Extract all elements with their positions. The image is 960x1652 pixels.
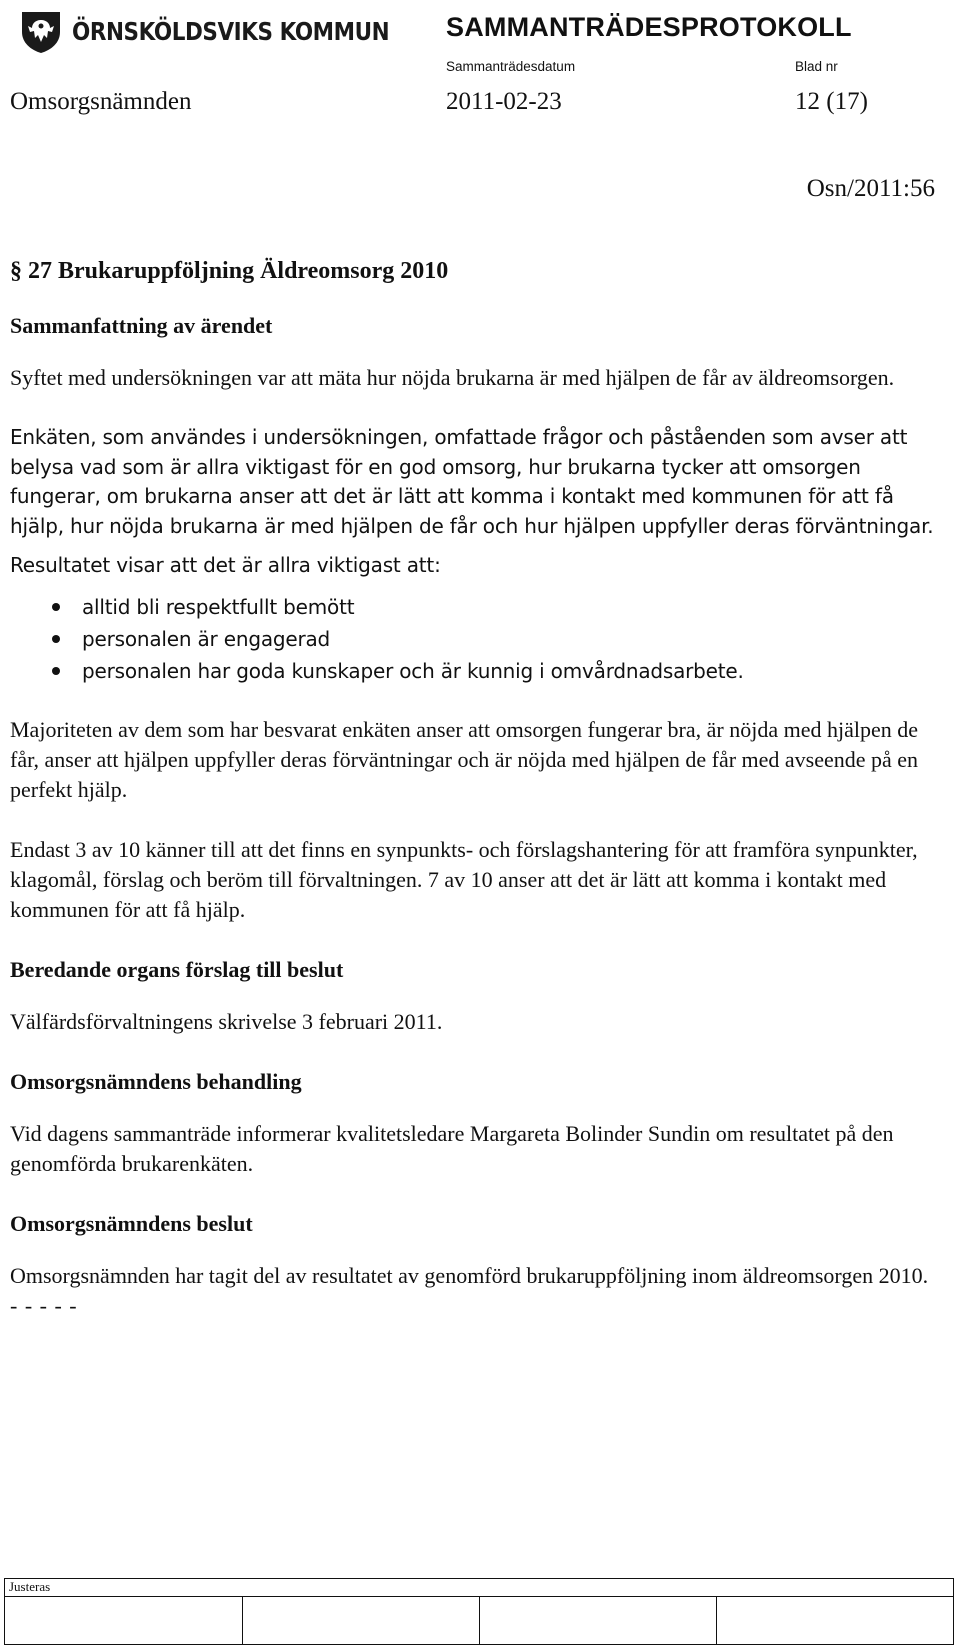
date-label: Sammanträdesdatum	[446, 59, 576, 74]
signature-cell-divider	[716, 1597, 717, 1644]
list-item-text: alltid bli respektfullt bemött	[82, 594, 355, 619]
summary-heading: Sammanfattning av ärendet	[10, 313, 273, 338]
section-title: § 27 Brukaruppföljning Äldreomsorg 2010	[10, 258, 449, 284]
municipality-logo	[18, 8, 441, 54]
justeras-box	[4, 1578, 954, 1645]
paragraph-results-intro: Resultatet visar att det är allra viktigast att:	[10, 553, 441, 577]
signature-row	[5, 1596, 953, 1644]
proposal-heading: Beredande organs förslag till beslut	[10, 956, 344, 982]
list-item	[10, 655, 935, 687]
list-item	[10, 591, 935, 623]
meeting-date: 2011-02-23	[446, 88, 562, 115]
paragraph-purpose: Syftet med undersökningen var att mäta hur nöjda brukarna är med hjälpen de får av äldreomsorgen.	[10, 365, 895, 390]
paragraph-feedback: Endast 3 av 10 känner till att det finns en synpunkts- och förslagshantering för att framföra synpunkter, klagomål, förslag och beröm till förvaltningen. 7 av 10 anser att det är lätt att komma i kontakt med kommunen för att få hjälp.	[10, 836, 918, 922]
sheet-label: Blad nr	[795, 59, 838, 74]
justeras-label: Justeras	[9, 1579, 51, 1594]
list-item-text: personalen har goda kunskaper och är kunnig i omvårdnadsarbete.	[82, 658, 744, 683]
paragraph-majority: Majoriteten av dem som har besvarat enkäten anser att omsorgen fungerar bra, är nöjda med hjälpen de får, anser att hjälpen uppfyller deras förväntningar och är nöjda med hjälpen de får med avseende på en perfekt hjälp.	[10, 716, 919, 802]
bullet-icon	[52, 667, 60, 675]
proposal-text: Välfärdsförvaltningens skrivelse 3 februari 2011.	[10, 1008, 443, 1034]
list-item	[10, 623, 935, 655]
sheet-number: 12 (17)	[795, 88, 868, 115]
handling-heading: Omsorgsnämndens behandling	[10, 1068, 302, 1094]
decision-text: Omsorgsnämnden har tagit del av resultatet av genomförd brukaruppföljning inom äldreomsorgen 2010.	[10, 1262, 929, 1288]
handling-text: Vid dagens sammanträde informerar kvalitetsledare Margareta Bolinder Sundin om resultatet på den genomförda brukarenkäten.	[10, 1120, 894, 1176]
list-item-text: personalen är engagerad	[82, 626, 331, 651]
paragraph-survey: Enkäten, som användes i undersökningen, omfattade frågor och påståenden som avser att belysa vad som är allra viktigast för en god omsorg, hur brukarna tycker att omsorgen fungerar, om brukarna anser att det är lätt att komma i kontakt med kommunen för att få hjälp, hur nöjda brukarna är med hjälpen de får och hur hjälpen uppfyller deras förväntningar.	[10, 425, 934, 538]
municipality-name: ÖRNSKÖLDSVIKS KOMMUN	[72, 16, 390, 46]
signature-cell-divider	[242, 1597, 243, 1644]
results-list	[10, 591, 935, 687]
board-name: Omsorgsnämnden	[10, 88, 192, 115]
document-body	[10, 255, 935, 1321]
bullet-icon	[52, 603, 60, 611]
document-type: SAMMANTRÄDESPROTOKOLL	[446, 12, 852, 42]
coat-of-arms-icon	[18, 8, 64, 54]
end-mark: - - - - -	[10, 1292, 78, 1318]
signature-cell-divider	[479, 1597, 480, 1644]
decision-heading: Omsorgsnämndens beslut	[10, 1210, 253, 1236]
case-number: Osn/2011:56	[806, 175, 935, 202]
bullet-icon	[52, 635, 60, 643]
